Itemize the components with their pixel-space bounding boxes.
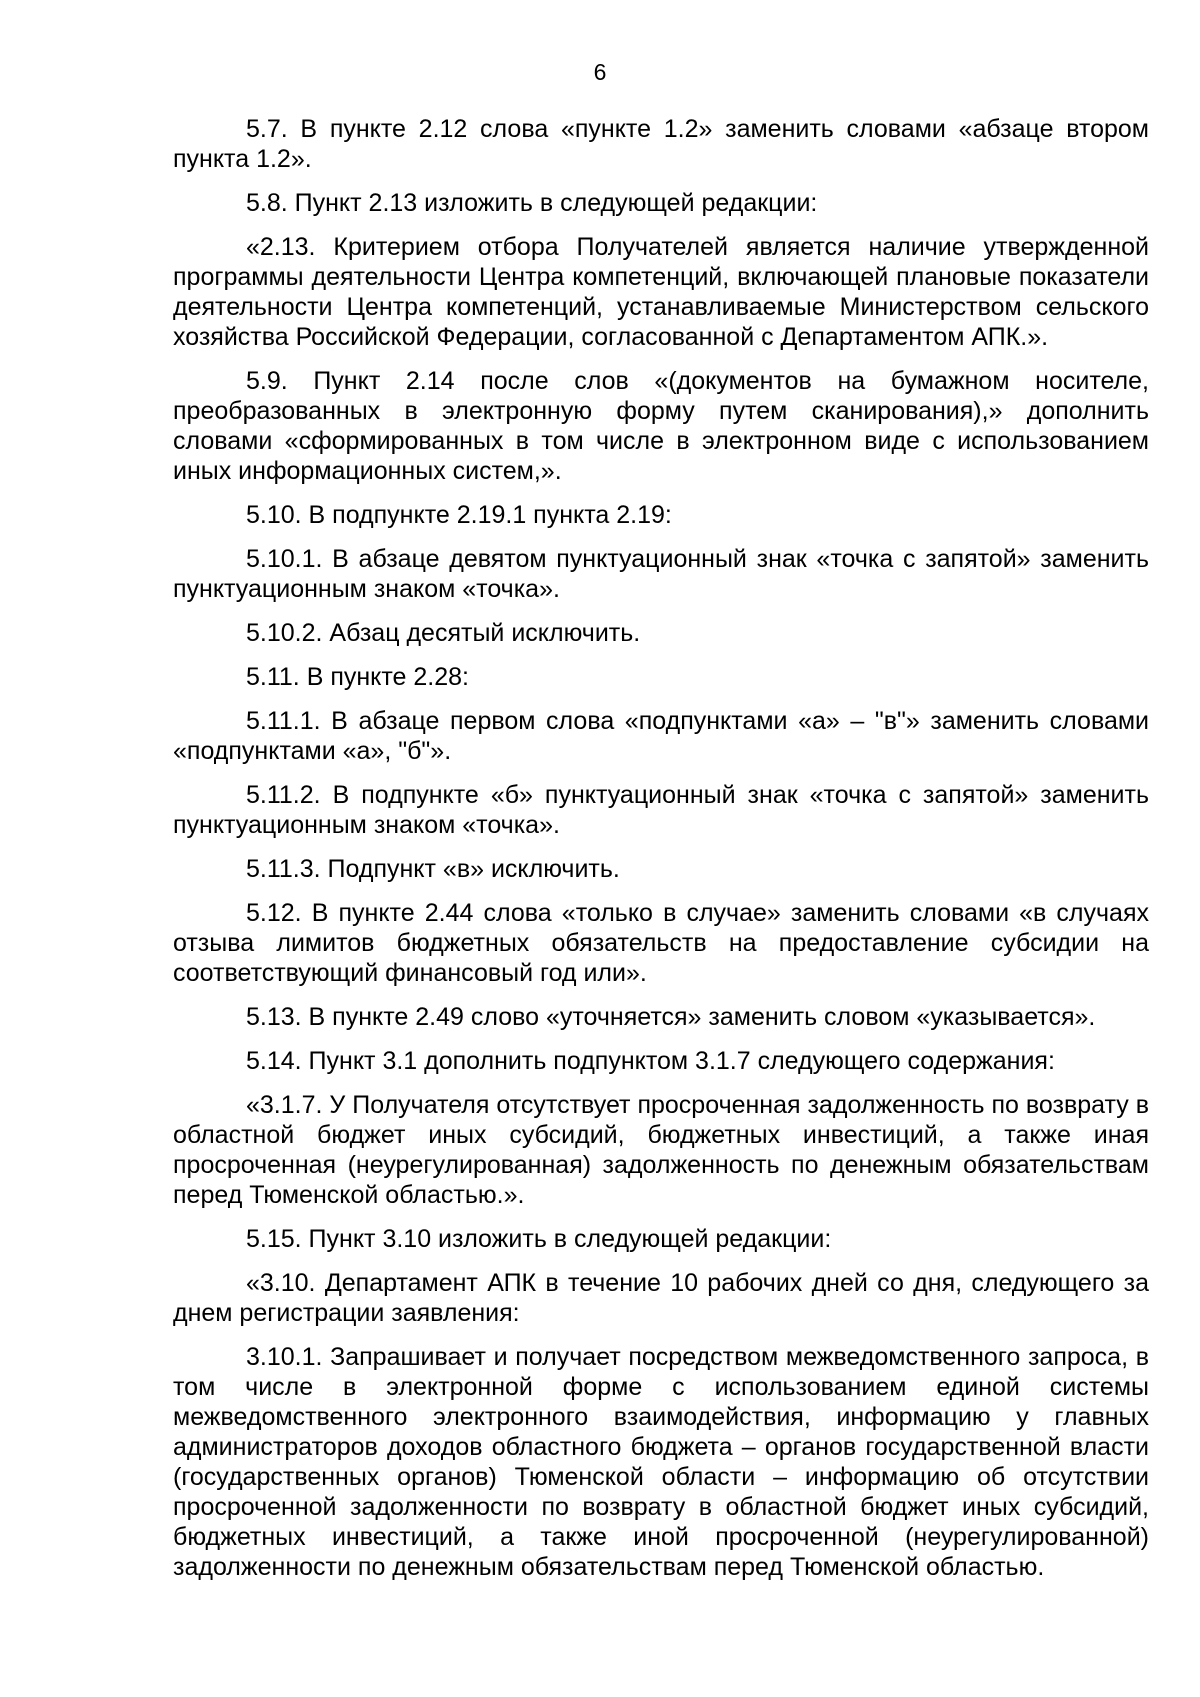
paragraph-5-10: 5.10. В подпункте 2.19.1 пункта 2.19:	[246, 501, 672, 529]
paragraph-5-12: 5.12. В пункте 2.44 слова «только в случае» заменить словами «в случаях отзыва лимитов бюджетных обязательств на предоставление субсидии на соответствующий финансовый год или».	[173, 899, 1149, 987]
paragraph-3-10-1-text: 3.10.1. Запрашивает и получает посредством межведомственного запроса, в том числе в электронной форме с использованием единой системы межведомственного электронного взаимодействия, информацию у главных администраторов доходов областного бюджета – органов государственной власти (государственных органов) Тюменской области – информацию об отсутствии просроченной задолженности по возврату в областной бюджет иных субсидий, бюджетных инвестиций, а также иной просроченной (неурегулированной) задолженности по денежным обязательствам перед Тюменской областью.	[173, 1343, 1149, 1581]
paragraph-2-13-text: «2.13. Критерием отбора Получателей является наличие утвержденной программы деятельности Центра компетенций, включающей плановые показатели деятельности Центра компетенций, устанавливаемые Министерством сельского хозяйства Российской Федерации, согласованной с Департаментом АПК.».	[173, 233, 1149, 351]
paragraph-3-10-text: «3.10. Департамент АПК в течение 10 рабочих дней со дня, следующего за днем регистрации заявления:	[173, 1269, 1149, 1327]
paragraph-5-8: 5.8. Пункт 2.13 изложить в следующей редакции:	[246, 189, 818, 217]
paragraph-5-10-2: 5.10.2. Абзац десятый исключить.	[246, 619, 641, 647]
paragraph-5-9: 5.9. Пункт 2.14 после слов «(документов на бумажном носителе, преобразованных в электронную форму путем сканирования),» дополнить словами «сформированных в том числе в электронном виде с использованием иных информационных систем,».	[173, 367, 1149, 485]
paragraph-5-15: 5.15. Пункт 3.10 изложить в следующей редакции:	[246, 1225, 832, 1253]
paragraph-5-11: 5.11. В пункте 2.28:	[246, 663, 469, 691]
paragraph-5-10-1: 5.10.1. В абзаце девятом пунктуационный знак «точка с запятой» заменить пунктуационным знаком «точка».	[173, 545, 1149, 603]
paragraph-5-13: 5.13. В пункте 2.49 слово «уточняется» заменить словом «указывается».	[246, 1003, 1096, 1031]
page-number: 6	[593, 59, 607, 85]
paragraph-5-14: 5.14. Пункт 3.1 дополнить подпунктом 3.1.7 следующего содержания:	[246, 1047, 1055, 1075]
paragraph-5-11-2: 5.11.2. В подпункте «б» пунктуационный знак «точка с запятой» заменить пунктуационным знаком «точка».	[173, 781, 1149, 839]
paragraph-3-1-7-text: «3.1.7. У Получателя отсутствует просроченная задолженность по возврату в областной бюджет иных субсидий, бюджетных инвестиций, а также иная просроченная (неурегулированная) задолженность по денежным обязательствам перед Тюменской областью.».	[173, 1091, 1149, 1209]
document-body	[173, 114, 1149, 1596]
paragraph-5-11-1: 5.11.1. В абзаце первом слова «подпунктами «а» – "в"» заменить словами «подпунктами «а», "б"».	[173, 707, 1149, 765]
paragraph-5-11-3: 5.11.3. Подпункт «в» исключить.	[246, 855, 620, 883]
paragraph-5-7: 5.7. В пункте 2.12 слова «пункте 1.2» заменить словами «абзаце втором пункта 1.2».	[173, 115, 1149, 173]
